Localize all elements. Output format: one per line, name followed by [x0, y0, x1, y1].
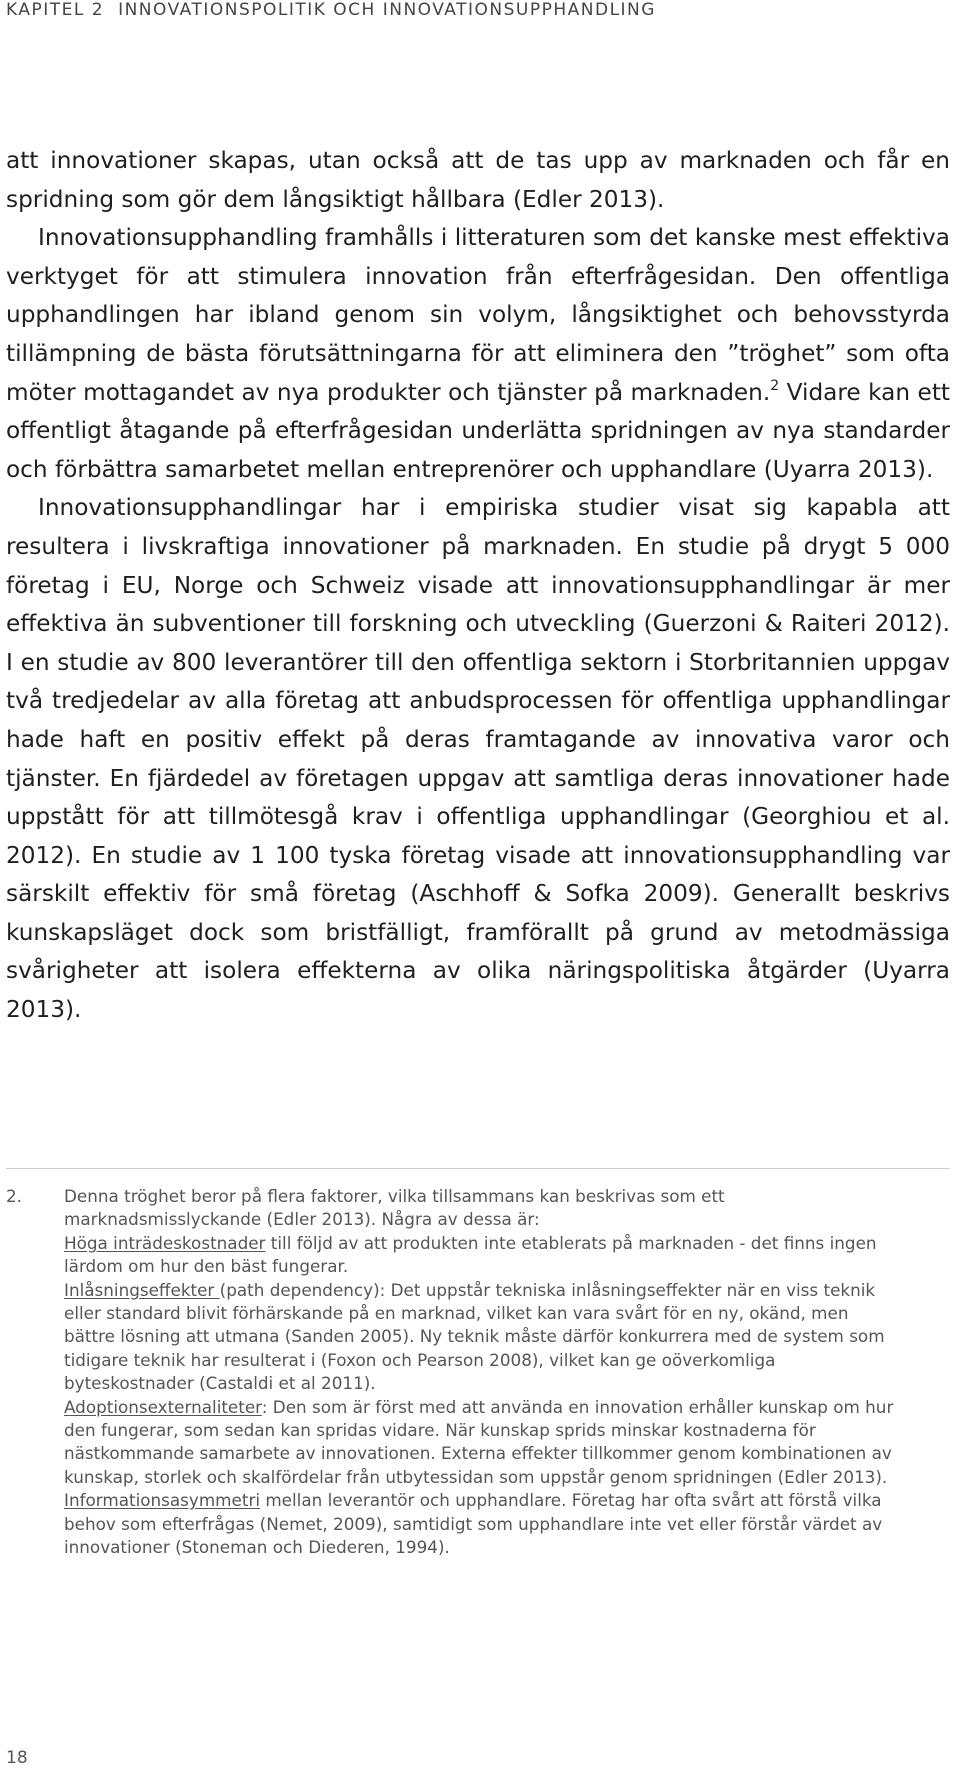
footnote-item: [64, 1396, 896, 1490]
chapter-title: INNOVATIONSPOLITIK OCH INNOVATIONSUPPHANDLING: [118, 0, 656, 20]
paragraph-3: Innovationsupphandlingar har i empiriska studier visat sig kapabla att resultera i livskraftiga innovationer på marknaden. En studie på drygt 5 000 företag i EU, Norge och Schweiz visade att innovationsupphandlingar är mer effektiva än subventioner till forskning och utveckling (Guerzoni & Raiteri 2012). I en studie av 800 leverantörer till den offentliga sektorn i Storbritannien uppgav två tredjedelar av alla företag att anbudsprocessen för offentliga upphandlingar hade haft en positiv effekt på deras framtagande av innovativa varor och tjänster. En fjärdedel av företagen uppgav att samtliga deras innovationer hade uppstått för att tillmötesgå krav i offentliga upphandlingar (Georghiou et al. 2012). En studie av 1 100 tyska företag visade att innovationsupphandling var särskilt effektiv för små företag (Aschhoff & Sofka 2009). Generallt beskrivs kunskapsläget dock som bristfälligt, framförallt på grund av metodmässiga svårigheter att isolera effekterna av olika näringspolitiska åtgärder (Uyarra 2013).: [6, 494, 950, 1024]
footnote-term: Informationsasymmetri: [64, 1490, 260, 1511]
footnote-item: [64, 1279, 896, 1396]
page-number: 18: [6, 1748, 28, 1768]
footnote-item: [64, 1232, 896, 1279]
footnote: [6, 1185, 896, 1560]
footnote-number: 2.: [6, 1186, 23, 1206]
paragraph-1: att innovationer skapas, utan också att de tas upp av marknaden och får en spridning som gör dem långsiktigt hållbara (Edler 2013).: [6, 147, 950, 213]
footnote-item-text: : Den som är först med att använda en innovation erhåller kunskap om hur den fungerar, som sedan kan spridas vidare. När kunskap sprids minskar kostnaderna för nästkommande samarbete av innovationen. Externa effekter tillkommer genom kombinationen av kunskap, storlek och skalfördelar från utbytessidan som uppstår genom spridningen (Edler 2013).: [64, 1396, 894, 1487]
footnote-body: [64, 1185, 896, 1560]
footnote-intro: Denna tröghet beror på flera faktorer, vilka tillsammans kan beskrivas som ett marknadsmisslyckande (Edler 2013). Några av dessa är:: [64, 1186, 725, 1230]
footnote-term: Adoptionsexternaliteter: [64, 1396, 262, 1417]
footnote-item-text: (path dependency): Det uppstår tekniska inlåsningseffekter när en viss teknik eller standard blivit förhärskande på en marknad, vilket kan vara svårt för en ny, okänd, men bättre lösning att utmana (Sanden 2005). Ny teknik måste därför konkurrera med de system som tidigare teknik har resulterat i (Foxon och Pearson 2008), vilket kan ge oöverkomliga byteskostnader (Castaldi et al 2011).: [64, 1279, 885, 1394]
footnote-item-text: mellan leverantör och upphandlare. Företag har ofta svårt att förstå vilka behov som efterfrågas (Nemet, 2009), samtidigt som upphandlare inte vet eller förstår värdet av innovationer (Stoneman och Diederen, 1994).: [64, 1490, 883, 1558]
footnote-item: [64, 1489, 896, 1559]
running-head: [6, 0, 656, 20]
footnote-term: Inlåsningseffekter: [64, 1279, 220, 1300]
footnote-term: Höga inträdeskostnader: [64, 1232, 266, 1253]
paragraph-2-part-2: Vidare kan ett offentligt åtagande på efterfrågesidan underlätta spridningen av nya standarder och förbättra samarbetet mellan entreprenörer och upphandlare (Uyarra 2013).: [6, 378, 951, 483]
footnote-divider: [6, 1168, 950, 1169]
footnote-reference: 2: [770, 377, 780, 394]
chapter-label: KAPITEL 2: [6, 0, 105, 20]
footnote-item-text: till följd av att produkten inte etablerats på marknaden - det finns ingen lärdom om hur den bäst fungerar.: [64, 1232, 877, 1277]
paragraph-2-part-1: Innovationsupphandling framhålls i litteraturen som det kanske mest effektiva verktyget för att stimulera innovation från efterfrågesidan. Den offentliga upphandlingen har ibland genom sin volym, långsiktighet och behovsstyrda tillämpning de bästa förutsättningarna för att eliminera den ”tröghet” som ofta möter mottagandet av nya produkter och tjänster på marknaden.: [6, 224, 950, 406]
paragraph-2: [6, 219, 950, 489]
body-text: [6, 142, 950, 1030]
